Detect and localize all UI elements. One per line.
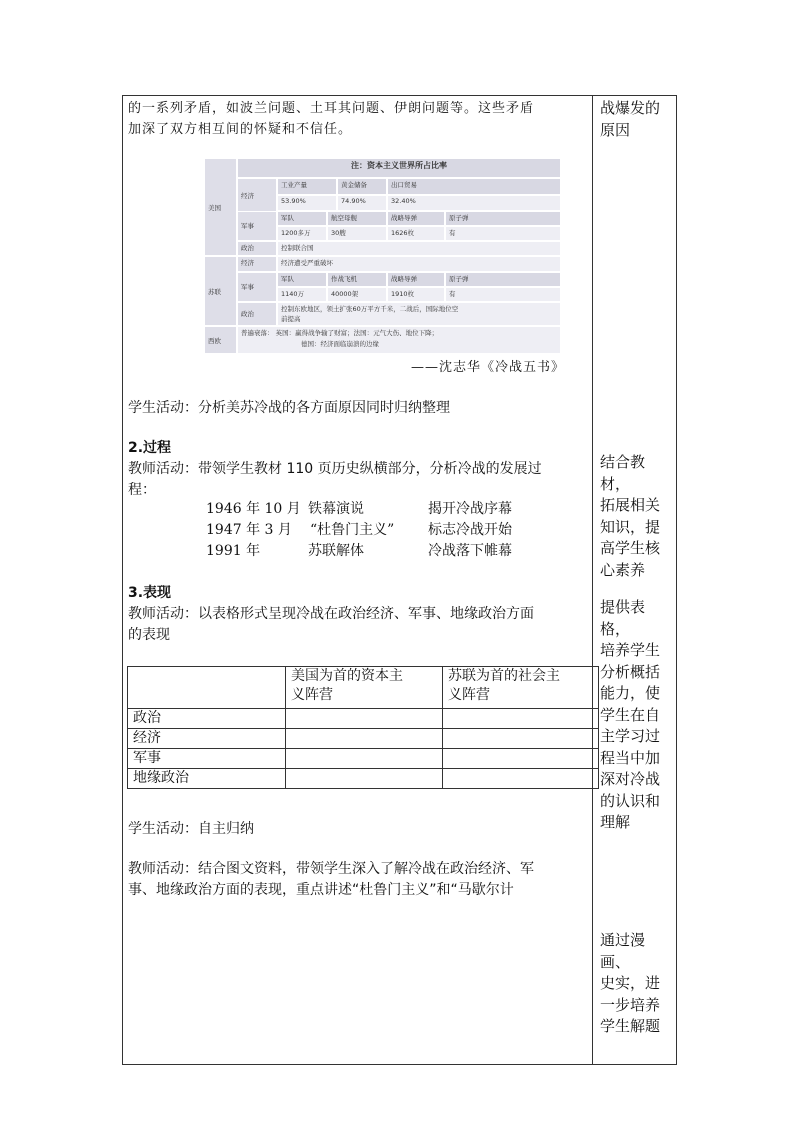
- table-cell: [286, 749, 443, 769]
- ussr-politics-val: [277, 302, 561, 326]
- usa-mil-val-0: 1200多万: [277, 226, 327, 241]
- table-cell: [443, 709, 599, 729]
- timeline-row: [206, 541, 566, 562]
- table-row-label: 军事: [128, 749, 286, 769]
- usa-politics-label: 政治: [237, 241, 277, 256]
- ussr-label: 苏联: [204, 256, 237, 326]
- intro-line-1: 的一系列矛盾，如波兰问题、土耳其问题、伊朗问题等。这些矛盾: [128, 101, 535, 116]
- side-note-line: 高学生核: [600, 539, 661, 557]
- timeline-row: [206, 520, 566, 541]
- ussr-politics-val-1: 控制东欧地区，领土扩张60万平方千米，二战后，国际地位空: [281, 305, 459, 313]
- side-note-line: 学生在自: [600, 705, 661, 724]
- usa-mil-head-3: 原子弹: [445, 211, 561, 226]
- column-divider: [592, 95, 593, 1065]
- table-header-usa-line-1: 美国为首的资本主: [291, 668, 403, 684]
- usa-eco-val-0: 53.90%: [277, 195, 337, 211]
- usa-military-label: 军事: [237, 211, 277, 241]
- section-3-heading: 3.表现: [128, 585, 172, 601]
- west-europe-label: 西欧: [204, 326, 237, 354]
- side-note-line: 提供表格，: [600, 598, 646, 638]
- table-cell: [286, 729, 443, 749]
- side-note-line: 培养学生: [600, 641, 661, 659]
- side-note-line: 通过漫画、: [600, 931, 646, 971]
- table-cell: [443, 769, 599, 789]
- student-activity-1: 学生活动：分析美苏冷战的各方面原因同时归纳整理: [128, 400, 450, 416]
- section-2-teacher-line-1: 教师活动：带领学生教材 110 页历史纵横部分，分析冷战的发展过: [128, 461, 542, 477]
- ussr-politics-label: 政治: [237, 302, 277, 326]
- comparison-figure: [204, 158, 561, 354]
- side-note-line: 的认识和: [600, 791, 661, 810]
- timeline-date: 1991 年: [206, 543, 261, 559]
- side-note-line: 拓展相关: [600, 496, 661, 514]
- usa-mil-head-1: 航空母舰: [327, 211, 387, 226]
- table-row-label: 政治: [128, 709, 286, 729]
- table-header-ussr: [443, 667, 599, 709]
- timeline-event: 苏联解体: [308, 543, 364, 559]
- side-note-line: 原因: [600, 120, 631, 139]
- table-header-usa: [286, 667, 443, 709]
- comparison-table: [127, 666, 599, 789]
- usa-eco-val-1: 74.90%: [337, 195, 387, 211]
- timeline-event: 铁幕演说: [308, 501, 364, 517]
- ussr-mil-val-1: 40000架: [327, 287, 387, 302]
- ussr-mil-val-2: 1910枚: [387, 287, 445, 302]
- timeline-date: 1946 年 10 月: [206, 501, 301, 517]
- usa-eco-head-2: 出口贸易: [387, 178, 561, 195]
- usa-mil-val-1: 30艘: [327, 226, 387, 241]
- side-note-3: [600, 597, 674, 834]
- ussr-mil-head-0: 军队: [277, 272, 327, 287]
- table-header-ussr-line-2: 义阵营: [448, 687, 490, 703]
- table-row-label: 地缘政治: [128, 769, 286, 789]
- usa-politics-val: 控制联合国: [277, 241, 561, 256]
- usa-economy-label: 经济: [237, 178, 277, 216]
- ussr-mil-head-3: 原子弹: [445, 272, 561, 287]
- side-note-line: 主学习过: [600, 727, 661, 745]
- timeline-meaning: 冷战落下帷幕: [428, 543, 512, 559]
- ussr-mil-head-2: 战略导弹: [387, 272, 445, 287]
- teacher-final-line-2: 事、地缘政治方面的表现，重点讲述“杜鲁门主义”和“马歇尔计: [128, 882, 514, 898]
- ussr-politics-val-2: 前提高: [281, 315, 301, 323]
- usa-eco-val-2: 32.40%: [387, 195, 561, 211]
- ussr-military-label: 军事: [237, 272, 277, 302]
- teacher-final-line-1: 教师活动：结合图文资料，带领学生深入了解冷战在政治经济、军: [128, 861, 534, 877]
- table-row-label: 经济: [128, 729, 286, 749]
- usa-eco-head-0: 工业产量: [277, 178, 337, 195]
- side-note-line: 理解: [600, 813, 631, 831]
- side-note-1: [600, 98, 674, 141]
- usa-label: 美国: [204, 158, 237, 256]
- timeline-meaning: 标志冷战开始: [428, 522, 512, 538]
- table-header-usa-line-2: 义阵营: [291, 687, 333, 703]
- section-2-teacher-line-2: 程：: [128, 482, 156, 498]
- west-europe-val: [237, 326, 561, 354]
- side-note-line: 程当中加: [600, 748, 661, 767]
- table-header-ussr-line-1: 苏联为首的社会主: [448, 668, 560, 684]
- ussr-mil-head-1: 作战飞机: [327, 272, 387, 287]
- side-note-4: [600, 930, 674, 1038]
- side-note-line: 学生解题: [600, 1017, 661, 1035]
- timeline-date: 1947 年 3 月: [206, 522, 292, 538]
- section-3-teacher-line-2: 的表现: [128, 627, 170, 643]
- side-note-line: 心素养: [600, 560, 646, 579]
- side-note-line: 一步培养: [600, 995, 661, 1014]
- timeline-row: [206, 499, 566, 520]
- timeline-meaning: 揭开冷战序幕: [428, 501, 512, 517]
- side-note-line: 深对冷战: [600, 770, 661, 788]
- ussr-economy-label: 经济: [237, 256, 277, 272]
- cold-war-timeline: [206, 499, 566, 562]
- table-cell: [286, 769, 443, 789]
- figure-citation: ——沈志华《冷战五书》: [411, 360, 566, 375]
- usa-mil-head-2: 战略导弹: [387, 211, 445, 226]
- table-cell: [443, 749, 599, 769]
- side-note-2: [600, 452, 674, 581]
- usa-mil-val-3: 有: [445, 226, 561, 241]
- usa-mil-val-2: 1626枚: [387, 226, 445, 241]
- table-cell: [286, 709, 443, 729]
- intro-line-2: 加深了双方相互间的怀疑和不信任。: [128, 122, 353, 137]
- side-note-line: 能力，使: [600, 684, 661, 702]
- table-corner-cell: [128, 667, 286, 709]
- student-activity-2: 学生活动：自主归纳: [128, 821, 254, 837]
- side-note-line: 知识，提: [600, 517, 661, 536]
- section-2: [128, 438, 590, 501]
- west-europe-line-2: 德国：经济面临崩溃的边缘: [301, 340, 379, 348]
- main-column: [128, 98, 590, 140]
- section-2-heading: 2.过程: [128, 440, 172, 456]
- teacher-final: [128, 859, 590, 901]
- figure-header: 注：资本主义世界所占比率: [237, 158, 561, 178]
- section-3: [128, 583, 590, 646]
- west-europe-line-1: 普遍衰落： 英国：赢得战争输了财富；法国：元气大伤、地位下降；: [241, 329, 439, 337]
- side-note-line: 史实，进: [600, 974, 661, 992]
- usa-mil-head-0: 军队: [277, 211, 327, 226]
- side-note-line: 分析概括: [600, 662, 661, 681]
- side-note-line: 结合教材，: [600, 453, 646, 493]
- section-3-teacher-line-1: 教师活动：以表格形式呈现冷战在政治经济、军事、地缘政治方面: [128, 606, 534, 622]
- usa-eco-head-1: 黄金储备: [337, 178, 387, 195]
- ussr-economy-val: 经济遭受严重破坏: [277, 256, 561, 272]
- ussr-mil-val-3: 有: [445, 287, 561, 302]
- timeline-event: “杜鲁门主义”: [310, 522, 395, 538]
- ussr-mil-val-0: 1140万: [277, 287, 327, 302]
- side-note-line: 战爆发的: [600, 99, 661, 117]
- table-cell: [443, 729, 599, 749]
